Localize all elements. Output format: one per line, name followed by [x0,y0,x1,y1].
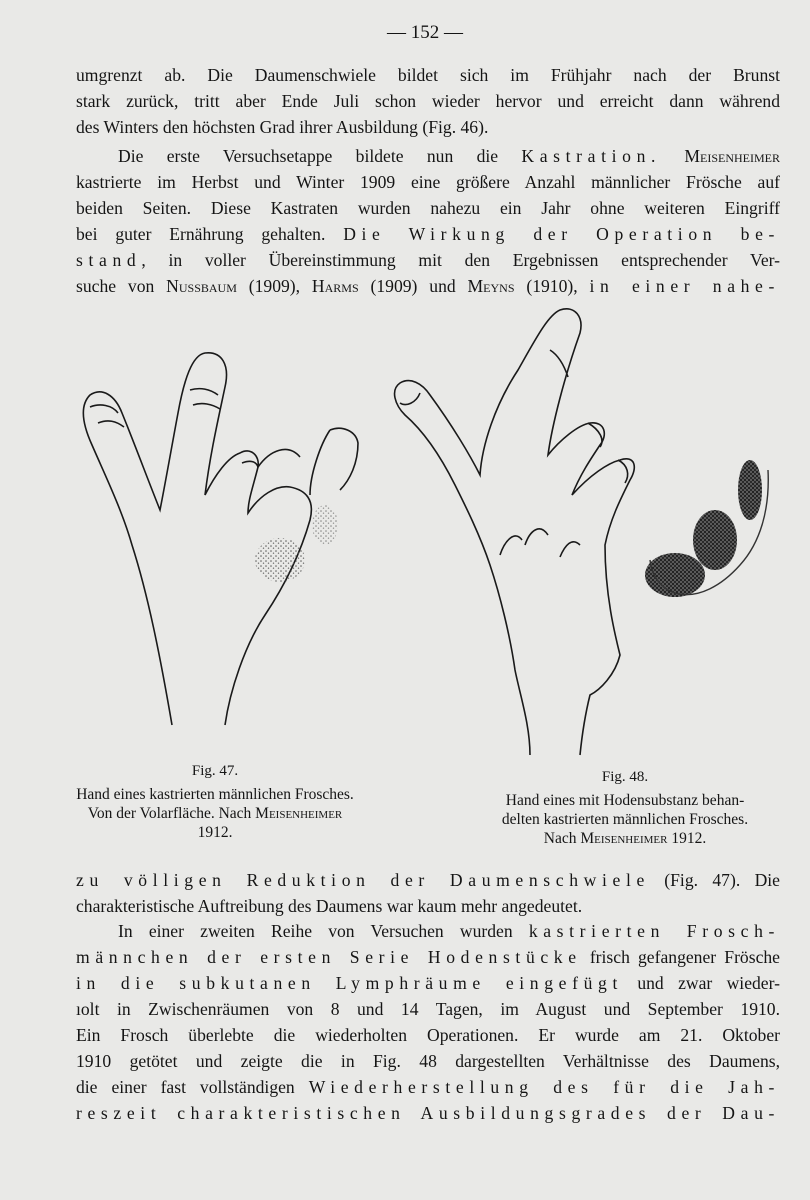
text-line [76,1074,780,1100]
text-run: bei guter Ernährung gehalten. [76,224,344,244]
frog-hands-illustration [60,295,780,765]
text-line [76,867,780,893]
caption-line [60,804,370,823]
text-run: Die erste Versuchsetappe bildete nun die [118,146,522,166]
fig47-thumb-pad-upper [312,505,338,545]
figure-title: Fig. 48. [601,769,649,785]
text-line: kastrierte im Herbst und Winter 1909 eine größere Anzahl männlicher Frösche auf [76,172,780,192]
text-line [76,221,780,247]
spaced-text: Wiederherstellung des für die Jah- [308,1077,781,1097]
caption-text: 1912. [667,830,707,847]
caption-line [470,829,780,848]
text-run: , in voller Übereinstimmung mit den Ergebnissen entsprechender Ver- [141,250,780,270]
figure-title: Fig. 47. [191,763,239,779]
spaced-text: männchen der ersten Serie Hodenstücke [76,947,582,967]
paragraph-4 [76,918,780,1126]
fig48-thumb-pad-tip [738,460,762,520]
text-line: stark zurück, tritt aber Ende Juli schon wieder hervor und erreicht dann während [76,91,780,111]
fig47-thumb-pad [255,538,305,582]
fig48-thumb-pad-middle [693,510,737,570]
text-line: ıolt in Zwischenräumen von 8 und 14 Tagen, im August und September 1910. [76,999,780,1019]
spaced-text: Kastration. [521,146,662,166]
spaced-text: Die Wirkung der Operation be- [343,224,780,244]
figure-48-caption [470,768,780,848]
text-line: umgrenzt ab. Die Daumenschwiele bildet sich im Frühjahr nach der Brunst [76,65,780,85]
paragraph-1 [76,62,780,140]
figure-area [60,295,780,765]
text-run: In einer zweiten Reihe von Versuchen wurden [118,921,529,941]
text-run: suche von [76,276,167,296]
caption-line: delten kastrierten männlichen Frosches. [501,811,749,828]
text-run: (1909), [236,276,312,296]
caption-line: 1912. [197,824,233,841]
caption-text: Von der Volarfläche. Nach [87,805,256,822]
text-line [76,944,780,970]
author-name: Meisenheimer [661,146,780,166]
author-name: Meisenheimer [580,830,668,847]
text-line: reszeit charakteristischen Ausbildungsgrades der Dau- [76,1103,780,1123]
author-name: Meisenheimer [255,805,343,822]
text-line: beiden Seiten. Diese Kastraten wurden nahezu ein Jahr ohne weiteren Eingriff [76,198,780,218]
text-run: und zwar wieder- [622,973,780,993]
text-line: charakteristische Auftreibung des Daumens war kaum mehr angedeutet. [76,896,583,916]
author-name: Harms [311,276,359,296]
paragraph-2 [76,143,780,299]
fig48-hand-drawing [395,309,635,755]
paragraph-3 [76,867,780,919]
text-line: 1910 getötet und zeigte die in Fig. 48 dargestellten Verhältnisse des Daumens, [76,1051,780,1071]
text-line [76,247,780,273]
author-name: Meyns [467,276,515,296]
caption-text: Nach [543,830,581,847]
spaced-text: stand [76,250,142,270]
text-line [76,143,780,169]
text-run: frisch gefangener Frösche [581,947,780,967]
text-run: (1910), [514,276,590,296]
text-run: (1909) und [358,276,468,296]
page-number: — 152 — [387,22,463,43]
text-line [76,918,780,944]
caption-line: Hand eines mit Hodensubstanz behan- [505,792,745,809]
spaced-text: in einer nahe- [589,276,780,296]
author-name: Nussbaum [166,276,237,296]
spaced-text: in die subkutanen Lymphräume eingefügt [76,973,623,993]
spaced-text: zu völligen Reduktion der Daumenschwiele [76,870,650,890]
spaced-text: kastrierten Frosch- [528,921,780,941]
text-line: Ein Frosch überlebte die wiederholten Operationen. Er wurde am 21. Oktober [76,1025,780,1045]
text-line [76,970,780,996]
text-run: (Fig. 47). Die [649,870,780,890]
text-line: des Winters den höchsten Grad ihrer Ausbildung (Fig. 46). [76,117,489,137]
caption-line: Hand eines kastrierten männlichen Frosches. [76,786,354,803]
text-run: die einer fast vollständigen [76,1077,309,1097]
figure-47-caption [60,762,370,842]
